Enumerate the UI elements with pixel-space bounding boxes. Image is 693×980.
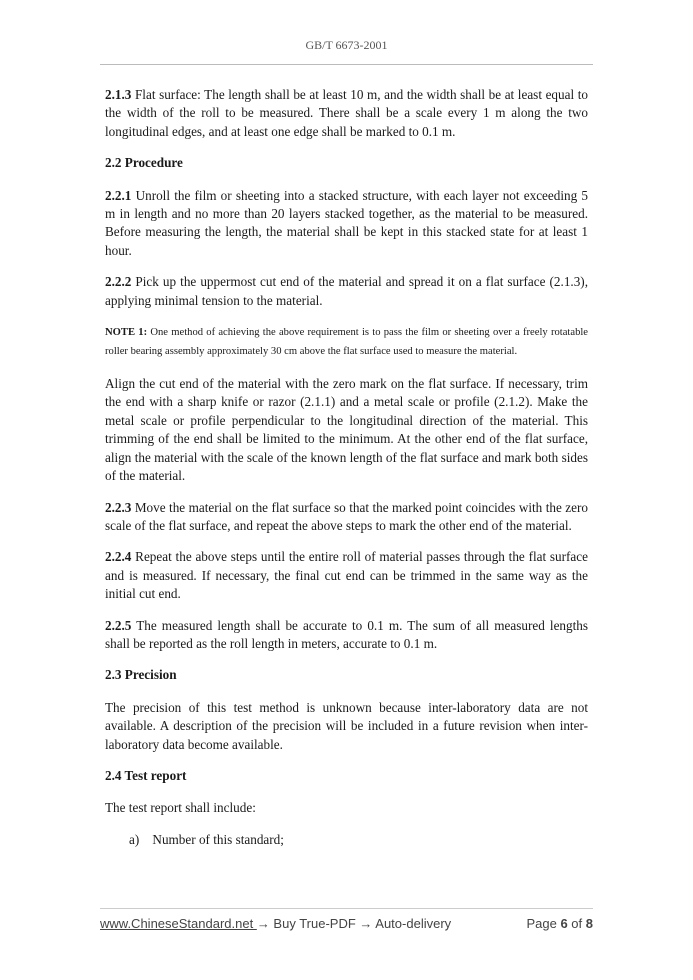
clause-text: Repeat the above steps until the entire roll of material passes through the flat surface and is measured. If necessary, the final cut end can be trimmed in the same way as the initial cut end. (105, 549, 588, 602)
page-content (105, 86, 588, 862)
section-2-2-3 (105, 499, 588, 536)
clause-text: The measured length shall be accurate to 0.1 m. The sum of all measured lengths shall be reported as the roll length in meters, accurate to 0.1 m. (105, 617, 588, 651)
header-divider (100, 64, 593, 65)
clause-number: 2.2.5 (105, 617, 132, 633)
section-2-2-1 (105, 187, 588, 261)
footer-promo: → Buy True-PDF → Auto-delivery (256, 916, 452, 931)
document-id-header: GB/T 6673-2001 (305, 38, 388, 52)
clause-text: Move the material on the flat surface so that the marked point coincides with the zero scale of the flat surface, and repeat the above steps to mark the other end of the material. (105, 499, 588, 533)
clause-text: Pick up the uppermost cut end of the material and spread it on a flat surface (2.1.3), applying minimal tension to the material. (105, 274, 588, 308)
section-2-2-5 (105, 617, 588, 654)
clause-text: Unroll the film or sheeting into a stacked structure, with each layer not exceeding 5 m in length and no more than 20 layers stacked together, as the material to be measured. Before measuring the length, the material shall be kept in this stacked state for at least 1 hour. (105, 187, 588, 258)
clause-number: 2.2.1 (105, 187, 132, 203)
page-indicator (526, 916, 593, 931)
heading-precision: 2.3 Precision (105, 667, 177, 683)
clause-number: 2.2.2 (105, 274, 132, 290)
clause-text: Flat surface: The length shall be at least 10 m, and the width shall be at least equal to the width of the roll to be measured. There shall be a scale every 1 m along the two longitudinal edges, and at least one edge shall be marked to 0.1 m. (105, 87, 588, 139)
clause-number: 2.2.3 (105, 499, 132, 515)
list-item: a) Number of this standard; (129, 831, 284, 847)
test-report-intro: The test report shall include: (105, 800, 256, 816)
clause-number: 2.1.3 (105, 87, 132, 102)
precision-paragraph: The precision of this test method is unknown because inter-laboratory data are not available. A description of the precision will be included in a future revision when inter-laboratory data become available. (105, 699, 588, 752)
clause-number: 2.2.4 (105, 549, 132, 565)
section-2-2-4 (105, 548, 588, 603)
page-label: Page (526, 916, 561, 931)
note-label: NOTE 1: (105, 327, 148, 339)
align-paragraph: Align the cut end of the material with the zero mark on the flat surface. If necessary, trim the end with a sharp knife or razor (2.1.1) and a metal scale or profile (2.1.2). Make the metal scale or profile perpendicular to the longitudinal direction of the material. This trimming of the end shall be limited to the minimum. At the other end of the flat surface, align the material with the scale of the known length of the flat surface and mark both sides of the material. (105, 376, 588, 484)
of-label: of (567, 916, 586, 931)
section-2-1-3 (105, 86, 588, 141)
note-1 (105, 323, 588, 361)
section-2-2-2 (105, 273, 588, 310)
footer-left (100, 916, 451, 931)
heading-test-report: 2.4 Test report (105, 767, 187, 783)
heading-procedure: 2.2 Procedure (105, 155, 183, 171)
total-pages: 8 (585, 916, 593, 931)
current-page: 6 (560, 916, 568, 931)
page-footer (100, 908, 593, 931)
website-link[interactable]: www.ChineseStandard.net (100, 916, 257, 931)
note-text: One method of achieving the above requirement is to pass the film or sheeting over a freely rotatable roller bearing assembly approximately 30 cm above the flat surface used to measure the material. (105, 327, 589, 358)
